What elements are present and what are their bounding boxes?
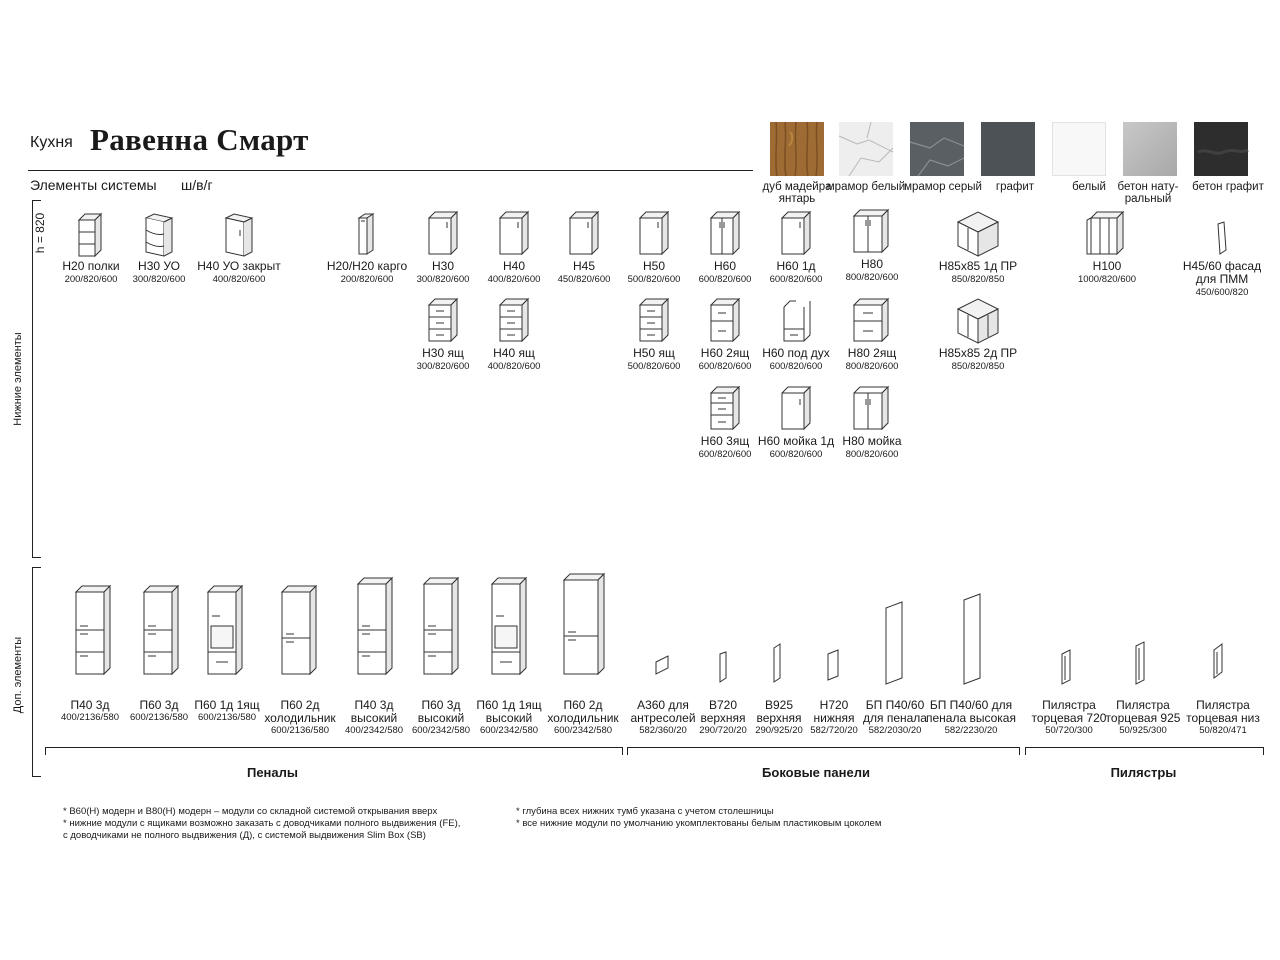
module-name: П40 3д <box>70 698 110 712</box>
cabinet-1door-icon <box>638 210 670 256</box>
swatch-label-graphite: графит <box>995 181 1035 193</box>
cabinet-2door-icon <box>709 210 741 256</box>
module-size: 800/820/600 <box>845 361 899 372</box>
module-size: 500/820/600 <box>627 274 681 285</box>
module-name: Н40 <box>502 259 525 273</box>
panel-v925-icon <box>774 644 780 682</box>
module-name: Н80 <box>860 257 883 271</box>
cabinet-1door-icon <box>427 210 459 256</box>
dims-label: ш/в/г <box>181 177 213 193</box>
module-size: 600/2342/580 <box>479 725 539 736</box>
module-size: 400/2136/580 <box>60 712 120 723</box>
module-size: 800/820/600 <box>845 272 899 283</box>
tall-p60-1d-1drawer-icon <box>208 586 242 674</box>
pilaster-item-925[interactable] <box>1098 699 1188 736</box>
pilaster-925-icon <box>1136 642 1144 684</box>
module-size: 450/600/820 <box>1195 287 1249 298</box>
module-size: 400/2342/580 <box>344 725 404 736</box>
tall-p40-3d-high-icon <box>358 578 392 674</box>
module-name: Н30 <box>431 259 454 273</box>
module-size: 600/2342/580 <box>553 725 613 736</box>
cabinet-3door-icon <box>1087 210 1127 256</box>
module-size: 600/820/600 <box>769 361 823 372</box>
module-size: 450/820/600 <box>557 274 611 285</box>
tall-p60-2d-fridge-high-icon <box>564 574 604 674</box>
cabinet-1door-icon <box>780 210 812 256</box>
module-h80-sink[interactable] <box>817 385 927 460</box>
swatch-graphite <box>981 122 1035 176</box>
module-h85x85-2d[interactable] <box>923 297 1033 372</box>
module-name: Пилястра торцевая 925 <box>1105 698 1181 725</box>
module-name: П60 3д <box>139 698 179 712</box>
module-size: 1000/820/600 <box>1077 274 1137 285</box>
notes-left: * В60(Н) модерн и В80(Н) модерн – модули со складной системой открывания вверх * нижние модули с ящиками возможно заказать с доводчиками полного выдвижения (FE), с доводчиками не полного выдвижения (Д), с системой выдвижения Slim Box (SB) <box>63 806 461 841</box>
module-size: 600/2136/580 <box>197 712 257 723</box>
marble-white-texture-icon <box>839 122 893 176</box>
module-name: Н45/60 фасад для ПММ <box>1182 259 1262 286</box>
swatch-label-oak: дуб мадейра янтарь <box>762 181 832 205</box>
module-name: Н40 ящ <box>493 346 535 360</box>
title-divider <box>28 170 753 171</box>
panel-a360-icon <box>656 656 668 674</box>
tall-p60-3d-high-icon <box>424 578 458 674</box>
module-size: 800/820/600 <box>845 449 899 460</box>
kitchen-label: Кухня <box>30 134 73 151</box>
module-name: БП П40/60 для пенала высокая <box>926 698 1016 725</box>
drawers-3-icon <box>638 297 670 343</box>
module-name: Н20/Н20 карго <box>326 259 408 273</box>
panel-bp-p40-60-icon <box>886 602 902 684</box>
module-size: 290/925/20 <box>755 725 803 736</box>
corner-cabinet-icon <box>956 297 1000 343</box>
module-h40-drawers[interactable] <box>459 297 569 372</box>
drawers-2-icon <box>852 297 892 343</box>
module-size: 850/820/850 <box>951 274 1005 285</box>
group-label-tall: Пеналы <box>246 765 299 780</box>
swatch-concrete-natural <box>1123 122 1177 176</box>
panel-item-bp-p40-60-high[interactable] <box>921 699 1021 736</box>
drawers-3-icon <box>427 297 459 343</box>
extra-section-bracket <box>32 567 41 777</box>
module-name: Н60 под дух <box>762 346 830 360</box>
module-size: 600/2342/580 <box>411 725 471 736</box>
module-size: 600/2136/580 <box>270 725 330 736</box>
panel-item-v925[interactable] <box>749 699 809 736</box>
module-name: П60 2д холодильник <box>264 698 336 725</box>
module-h100[interactable] <box>1052 210 1162 285</box>
module-size: 850/820/850 <box>951 361 1005 372</box>
module-name: П60 1д 1ящ <box>194 698 260 712</box>
cabinet-2door-icon <box>852 208 892 254</box>
module-h85x85-1d[interactable] <box>923 210 1033 285</box>
panel-v720-icon <box>720 652 726 682</box>
panel-item-bp-p40-60[interactable] <box>860 699 930 736</box>
module-size: 400/820/600 <box>487 361 541 372</box>
marble-grey-texture-icon <box>910 122 964 176</box>
module-name: Н720 нижняя <box>813 698 855 725</box>
module-name: Н80 2ящ <box>847 346 897 360</box>
module-h80-2drawers[interactable] <box>817 297 927 372</box>
group-label-pilasters: Пилястры <box>1110 765 1177 780</box>
module-size: 600/820/600 <box>698 361 752 372</box>
drawers-2-icon <box>709 297 741 343</box>
lower-section-label: Нижние элементы <box>12 332 24 426</box>
module-name: Н45 <box>572 259 595 273</box>
side-panels-drawing <box>640 590 1000 690</box>
swatch-concrete-graphite <box>1194 122 1248 176</box>
module-size: 290/720/20 <box>699 725 747 736</box>
drawers-3-icon <box>498 297 530 343</box>
tall-p60-2d-fridge-icon <box>282 586 316 674</box>
module-name: Н40 УО закрыт <box>197 259 281 273</box>
module-size: 50/820/471 <box>1199 725 1247 736</box>
panel-item-v720[interactable] <box>693 699 753 736</box>
swatch-marble-white <box>839 122 893 176</box>
module-size: 50/925/300 <box>1119 725 1167 736</box>
pilaster-item-bottom[interactable] <box>1178 699 1268 736</box>
open-shelf-icon <box>75 210 107 256</box>
module-size: 600/820/600 <box>769 449 823 460</box>
pilasters-drawing <box>1040 630 1240 690</box>
module-size: 600/820/600 <box>769 274 823 285</box>
module-name: В720 верхняя <box>700 698 746 725</box>
module-name: БП П40/60 для пенала <box>863 698 927 725</box>
swatch-label-concrete-graphite: бетон графит <box>1192 181 1264 193</box>
pilaster-bottom-icon <box>1214 644 1222 678</box>
panel-n720-icon <box>828 650 838 680</box>
module-name: Пилястра торцевая 720 <box>1031 698 1107 725</box>
concrete-natural-texture-icon <box>1123 122 1177 176</box>
tall-p60-1d-1drawer-high-icon <box>492 578 526 674</box>
module-name: П60 1д 1ящ высокий <box>476 698 542 725</box>
swatch-white <box>1052 122 1106 176</box>
module-name: П60 2д холодильник <box>547 698 619 725</box>
module-h45-60-facade[interactable] <box>1167 210 1277 298</box>
module-size: 50/720/300 <box>1045 725 1093 736</box>
sink-1door-icon <box>780 385 812 431</box>
module-name: Н30 УО <box>138 259 180 273</box>
swatch-label-marble-white: мрамор белый <box>826 181 906 193</box>
tall-p40-3d-icon <box>76 586 110 674</box>
module-name: Н50 ящ <box>633 346 675 360</box>
corner-closed-icon <box>222 210 256 256</box>
module-size: 400/820/600 <box>212 274 266 285</box>
module-name: П60 3д высокий <box>417 698 465 725</box>
swatch-label-concrete-natural: бетон нату- ральный <box>1117 181 1179 205</box>
module-name: В925 верхняя <box>756 698 802 725</box>
module-size: 600/2136/580 <box>129 712 189 723</box>
module-size: 400/820/600 <box>487 274 541 285</box>
cabinet-1door-icon <box>568 210 600 256</box>
module-name: Н20 полки <box>62 259 120 273</box>
module-h80[interactable] <box>817 208 927 283</box>
module-size: 582/2030/20 <box>868 725 922 736</box>
module-name: Н30 ящ <box>422 346 464 360</box>
panel-item-a360[interactable] <box>628 699 698 736</box>
module-name: П40 3д высокий <box>350 698 398 725</box>
module-name: Н60 3ящ <box>700 434 750 448</box>
group-bracket-panels <box>627 747 1020 755</box>
sink-2door-icon <box>852 385 892 431</box>
module-name: Н85х85 2д ПР <box>938 346 1018 360</box>
module-size: 200/820/600 <box>340 274 394 285</box>
module-size: 600/820/600 <box>698 274 752 285</box>
corner-cabinet-icon <box>956 210 1000 256</box>
module-name: Н60 <box>713 259 736 273</box>
concrete-graphite-texture-icon <box>1194 122 1248 176</box>
module-size: 300/820/600 <box>416 274 470 285</box>
drawers-3-icon <box>709 385 741 431</box>
group-label-panels: Боковые панели <box>762 765 870 780</box>
module-name: Н80 мойка <box>842 434 902 448</box>
panel-item-n720[interactable] <box>804 699 864 736</box>
subtitle: Элементы системы <box>30 177 157 193</box>
swatch-label-white: белый <box>1072 181 1106 193</box>
module-size: 300/820/600 <box>416 361 470 372</box>
group-bracket-tall <box>45 747 623 755</box>
tall-item-p60-2d-fridge-high[interactable] <box>538 699 628 736</box>
cargo-icon <box>355 210 379 256</box>
cabinet-1door-icon <box>498 210 530 256</box>
oven-base-icon <box>778 297 814 343</box>
module-size: 300/820/600 <box>132 274 186 285</box>
notes-right: * глубина всех нижних тумб указана с учетом столешницы * все нижние модули по умолчанию укомплектованы белым пластиковым цоколем <box>516 806 882 829</box>
height-label: h = 820 <box>33 212 47 254</box>
swatch-marble-grey <box>910 122 964 176</box>
module-name: Н85х85 1д ПР <box>938 259 1018 273</box>
module-name: Н60 1д <box>776 259 816 273</box>
pilaster-720-icon <box>1062 650 1070 684</box>
corner-open-icon <box>142 210 176 256</box>
module-h40-uo-closed[interactable] <box>184 210 294 285</box>
group-bracket-pilasters <box>1025 747 1264 755</box>
module-size: 600/820/600 <box>698 449 752 460</box>
oak-texture-icon <box>770 122 824 176</box>
facade-panel-icon <box>1214 210 1230 256</box>
module-name: Н60 2ящ <box>700 346 750 360</box>
module-size: 582/720/20 <box>810 725 858 736</box>
module-name: А360 для антресолей <box>630 698 696 725</box>
tall-p60-3d-icon <box>144 586 178 674</box>
panel-bp-p40-60-high-icon <box>964 594 980 684</box>
swatch-label-marble-grey: мрамор серый <box>904 181 982 193</box>
extra-section-label: Доп. элементы <box>12 636 24 714</box>
module-name: Н100 <box>1092 259 1122 273</box>
module-size: 582/360/20 <box>639 725 687 736</box>
module-name: Н60 мойка 1д <box>757 434 835 448</box>
page-title: Равенна Смарт <box>90 122 309 157</box>
module-name: Н50 <box>642 259 665 273</box>
module-size: 200/820/600 <box>64 274 118 285</box>
module-name: Пилястра торцевая низ <box>1186 698 1260 725</box>
tall-cabinets-drawing <box>60 572 620 682</box>
swatch-oak <box>770 122 824 176</box>
module-size: 582/2230/20 <box>944 725 998 736</box>
module-size: 500/820/600 <box>627 361 681 372</box>
